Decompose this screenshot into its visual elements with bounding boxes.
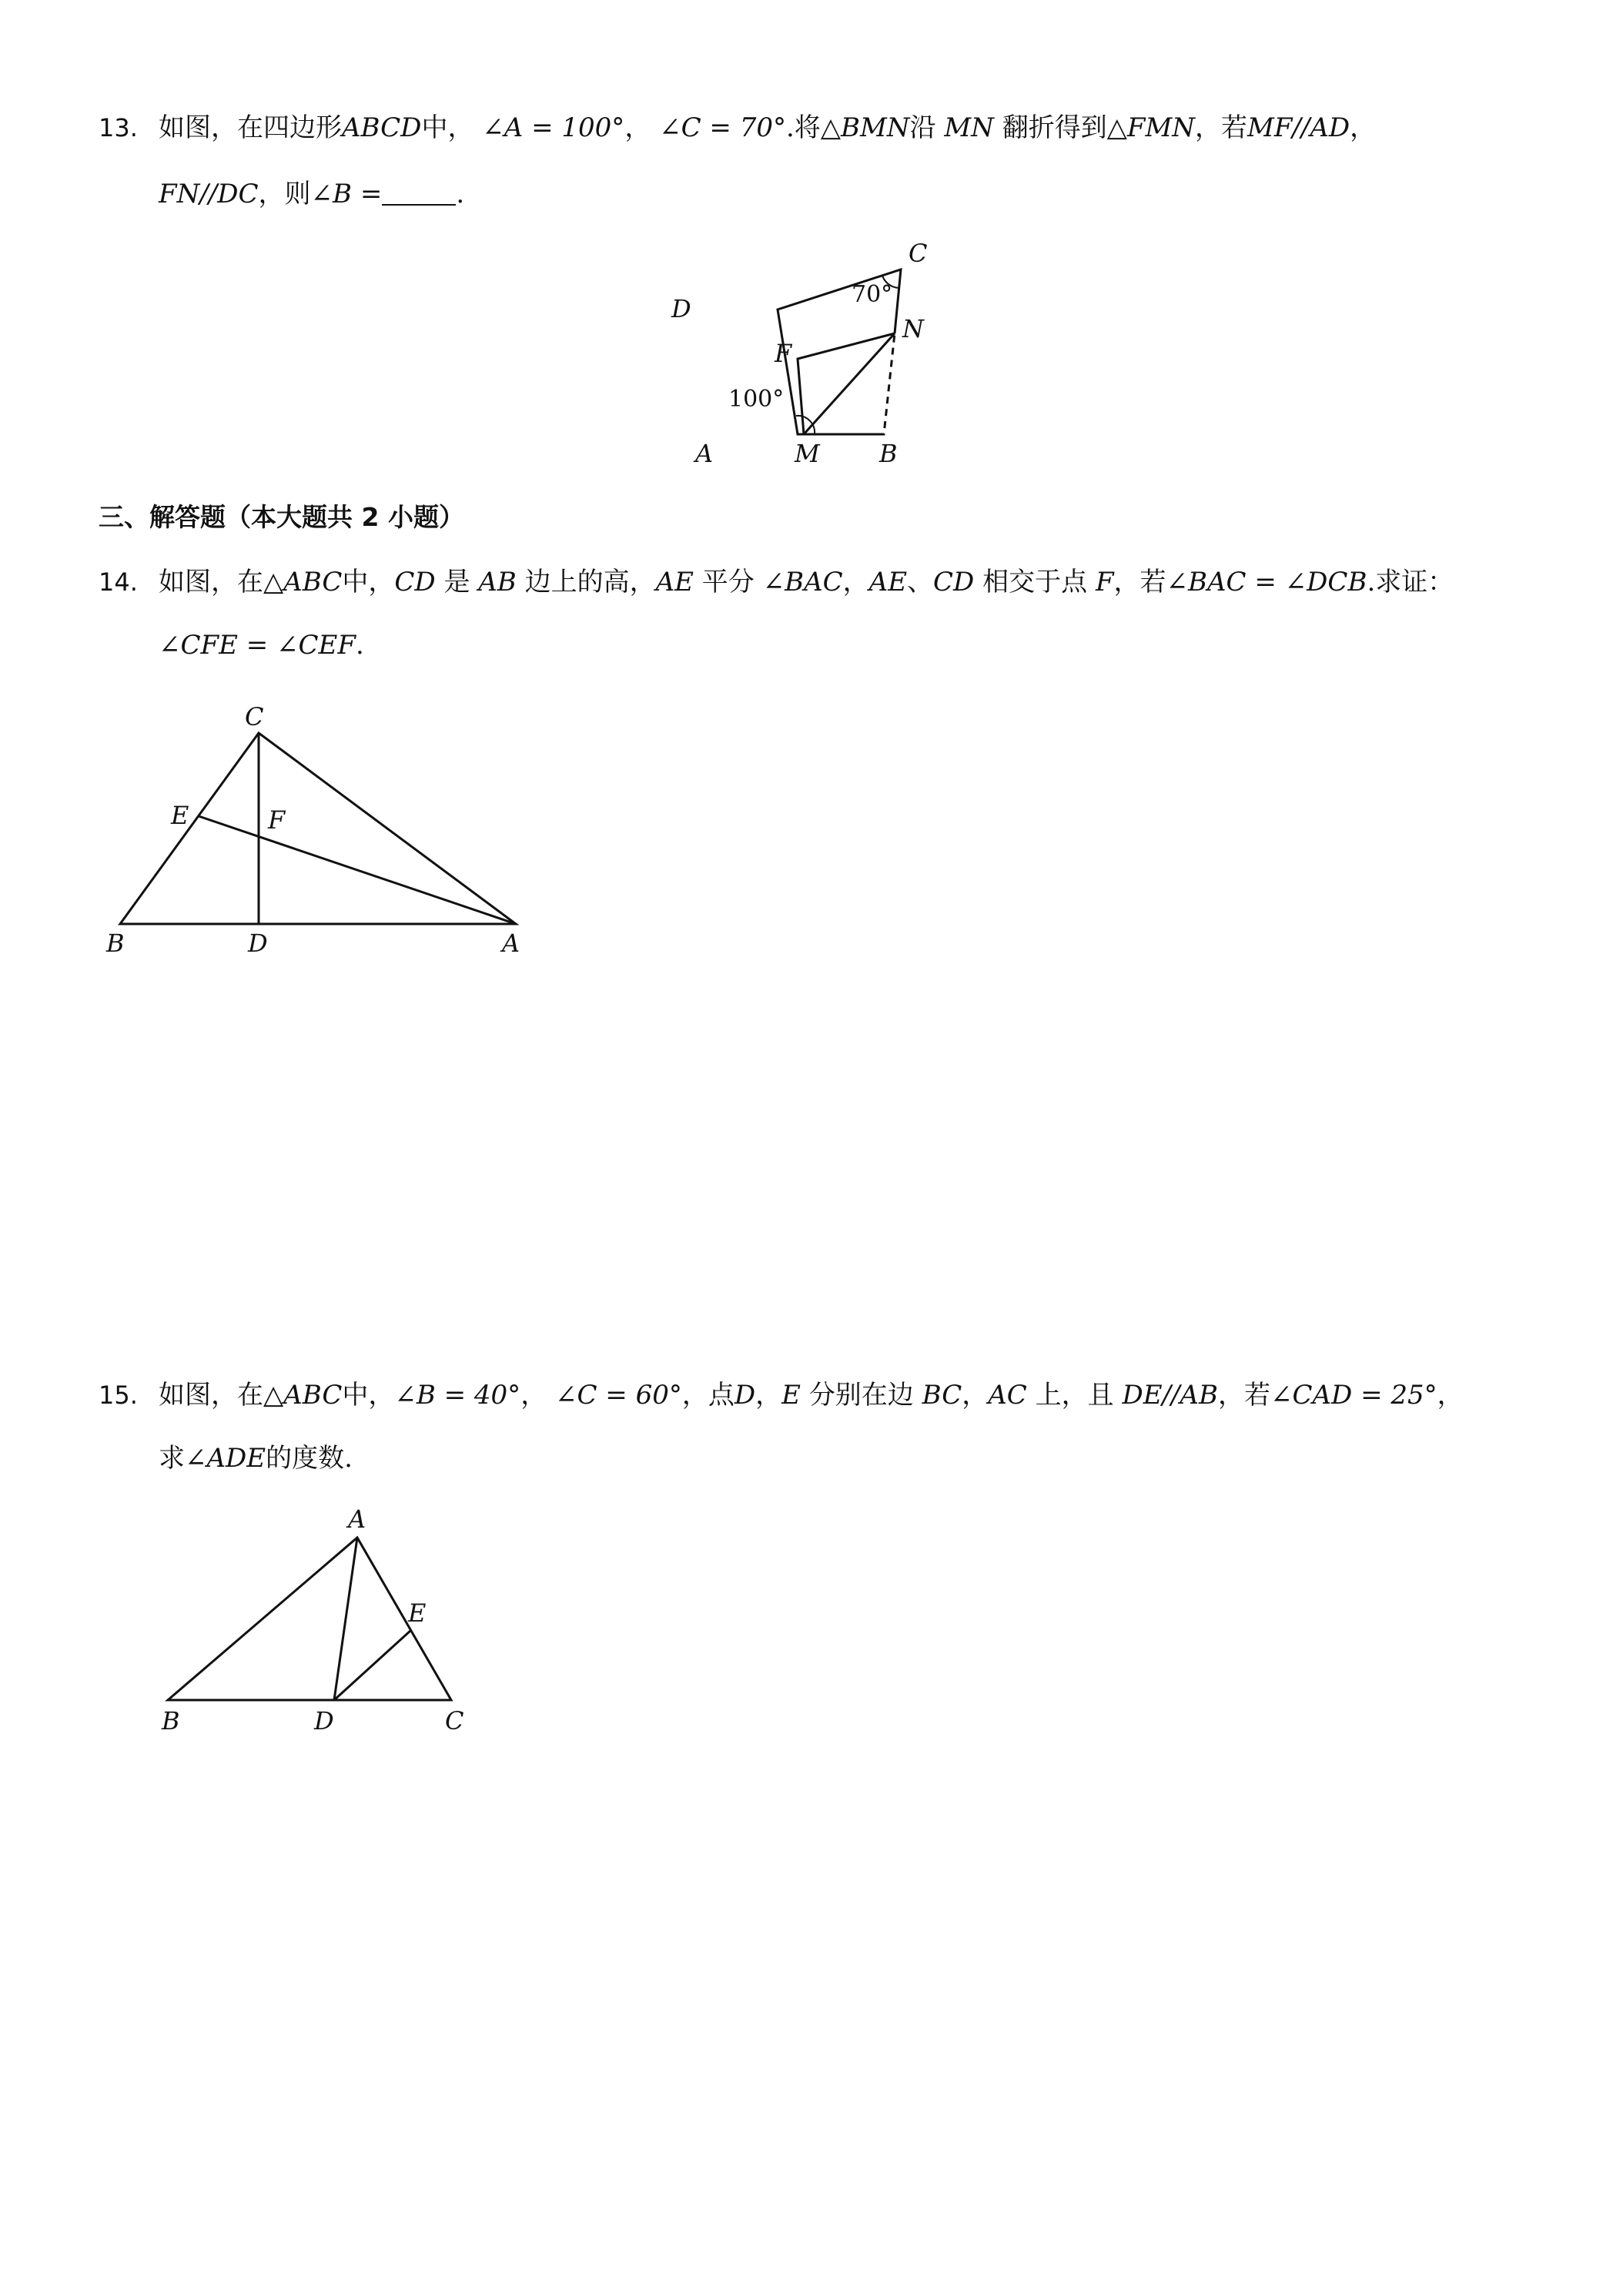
- q15-t1f: ∠C = 60°: [555, 1380, 682, 1411]
- q15-t1j: E: [781, 1380, 801, 1411]
- q13-t1n: MF//AD: [1247, 112, 1350, 143]
- q13-t1k: 翻折得到: [1002, 112, 1107, 143]
- q14-label-e: E: [171, 801, 189, 830]
- q15-t1n: AC: [988, 1380, 1027, 1411]
- q13-t2a: FN//DC: [159, 179, 259, 209]
- q15-t1h: D: [734, 1380, 756, 1411]
- q13-t1g: .将: [786, 112, 821, 143]
- q15-segment-ad: [334, 1538, 357, 1700]
- q15-number: 15.: [99, 1381, 138, 1410]
- q15-t1l: BC: [922, 1380, 962, 1411]
- q14-t1a: 如图，在: [159, 567, 263, 597]
- q15-t1m: ，: [962, 1380, 989, 1411]
- q13-t1h: △BMN: [820, 112, 910, 143]
- q13-label-a: A: [695, 439, 714, 468]
- q14-t1m: 、: [907, 567, 934, 597]
- q15-t1e: ，: [520, 1380, 547, 1411]
- q15-t2a: 求: [159, 1443, 185, 1474]
- q14-label-c: C: [245, 702, 264, 731]
- q13-label-m: M: [795, 439, 820, 468]
- q13-t1f: ∠C = 70°: [659, 112, 786, 143]
- q13-number: 13.: [99, 113, 138, 142]
- q13-label-b: B: [879, 439, 898, 468]
- q13-label-d: D: [671, 294, 691, 323]
- q14-t1p: F: [1095, 567, 1114, 597]
- q14-number: 14.: [99, 567, 138, 597]
- q14-t1r: ∠BAC = ∠DCB: [1166, 567, 1367, 597]
- q13-t1e: ，: [624, 112, 651, 143]
- q15-t1i: ，: [755, 1380, 782, 1411]
- q14-t2b: .: [355, 630, 364, 661]
- q15-t1o: 上，且: [1035, 1380, 1114, 1411]
- q14-t1f: AB: [478, 567, 517, 597]
- q13-angle-label-c: 70°: [852, 281, 893, 308]
- q13-t1d: ∠A = 100°: [482, 112, 625, 143]
- q13-t1j: MN: [944, 112, 994, 143]
- q14-t1j: ∠BAC: [762, 567, 843, 597]
- q13-label-c: C: [909, 239, 928, 268]
- q14-label-f: F: [268, 805, 286, 835]
- q13-angle-label-a: 100°: [728, 386, 785, 413]
- q14-label-a: A: [502, 929, 520, 958]
- q14-label-b: B: [106, 929, 125, 958]
- q13-t1i: 沿: [909, 112, 936, 143]
- q14-t1b: △ABC: [263, 567, 343, 597]
- q15-label-e: E: [408, 1598, 427, 1628]
- q15-t1g: ，点: [681, 1380, 735, 1411]
- q14-t1n: CD: [933, 567, 975, 597]
- q13-t1a: 如图，在四边形: [159, 112, 342, 143]
- q13-t1b: ABCD: [342, 112, 422, 143]
- q15-t1s: ，: [1437, 1380, 1464, 1411]
- q15-label-b: B: [162, 1706, 180, 1735]
- q15-t1p: DE//AB: [1122, 1380, 1218, 1411]
- q15-segment-de: [334, 1631, 410, 1700]
- q14-t1q: ，若: [1113, 567, 1166, 597]
- q14-t1c: 中，: [342, 567, 395, 597]
- q15-t1k: 分别在边: [808, 1380, 914, 1411]
- q15-t1q: ，若: [1217, 1380, 1270, 1411]
- q15-t2c: 的度数.: [266, 1443, 353, 1474]
- section-3-heading: 三、解答题（本大题共 2 小题）: [99, 502, 464, 532]
- q14-t1o: 相交于点: [982, 567, 1088, 597]
- q14-t1e: 是: [443, 567, 470, 597]
- q15-t1c: 中，: [342, 1380, 395, 1411]
- q13-label-n: N: [902, 314, 924, 343]
- q13-t1c: 中，: [421, 112, 474, 143]
- q13-t2c: ∠B =: [310, 179, 383, 209]
- q15-label-c: C: [445, 1706, 464, 1735]
- q14-t1k: ，: [842, 567, 869, 597]
- q14-t1h: AE: [655, 567, 694, 597]
- q14-t2a: ∠CFE = ∠CEF: [159, 630, 356, 661]
- q15-label-d: D: [314, 1706, 334, 1735]
- q15-t1r: ∠CAD = 25°: [1270, 1380, 1437, 1411]
- q13-t1l: △FMN: [1106, 112, 1196, 143]
- q14-label-d: D: [248, 929, 268, 958]
- q14-t1d: CD: [394, 567, 436, 597]
- q13-t1m: ，若: [1195, 112, 1248, 143]
- q14-t1i: 平分: [701, 567, 755, 597]
- q14-t1s: .求证：: [1367, 567, 1454, 597]
- q13-label-f: F: [775, 339, 792, 368]
- q15-t1b: △ABC: [263, 1380, 343, 1411]
- q14-t1g: 边上的高，: [524, 567, 656, 597]
- q15-t1d: ∠B = 40°: [394, 1380, 521, 1411]
- q15-label-a: A: [348, 1504, 366, 1534]
- q15-t1a: 如图，在: [159, 1380, 263, 1411]
- q13-t2d: .: [456, 179, 465, 209]
- q15-t2b: ∠ADE: [185, 1443, 266, 1474]
- q13-t2b: ，则: [258, 179, 311, 209]
- q14-t1l: AE: [868, 567, 908, 597]
- q13-t1o: ，: [1350, 112, 1377, 143]
